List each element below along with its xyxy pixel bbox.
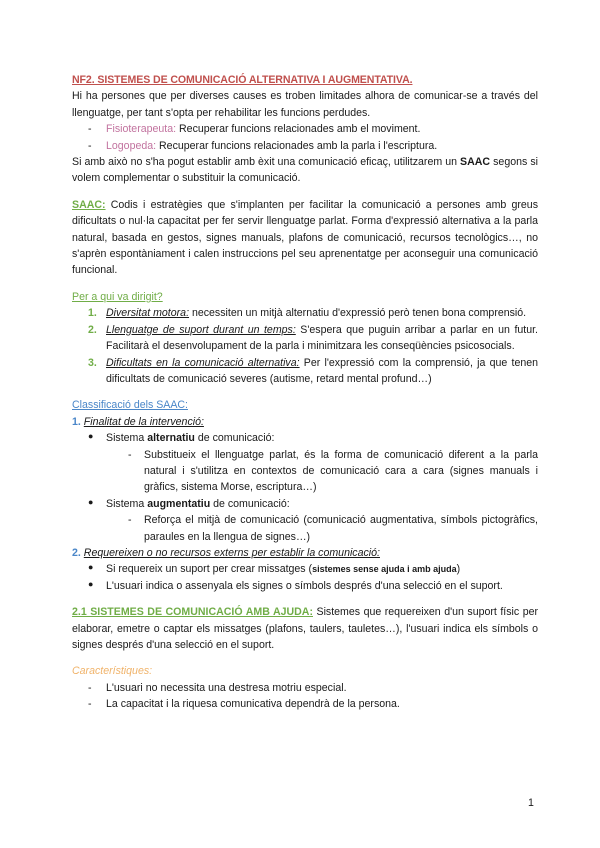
audience-list: [72, 305, 538, 387]
list-item: - L'usuari no necessita una destresa motriu especial.: [72, 680, 538, 696]
resources-list: [72, 561, 538, 594]
bullet-icon: ●: [88, 431, 94, 442]
section-2-1: 2.1 SISTEMES DE COMUNICACIÓ AMB AJUDA: Sistemes que requereixen d'un suport físic per elaborar, emetre o captar els missatges (plafons, taulers, tauletes…), l'usuari indica els símbols o signes després d'una selecció en el suport.: [72, 606, 539, 651]
list-item: 3. Dificultats en la comunicació alternativa: Per l'expressió com la comprensió, ja que tenen dificultats de comunicació severes (autisme, retard mental profund…): [88, 356, 539, 385]
saac-definition: SAAC: Codis i estratègies que s'implanten per facilitar la comunicació a persones amb greus dificultats o nul·la capacitat per fer servir llenguatge parlat. Forma d'expressió alternativa a la parla natural, basada en gestos, signes manuals, plafons de comunicació, recursos tecnològics…, no s'aprèn espontàniament i calen instruccions pel seu aprenentatge per aconseguir una comunicació funcional.: [72, 198, 538, 277]
list-item: - Fisioterapeuta: Recuperar funcions relacionades amb el moviment.: [72, 121, 538, 137]
classification-1-title: 1. Finalitat de la intervenció:: [72, 415, 204, 428]
classification-heading: Classificació dels SAAC:: [72, 399, 188, 412]
intro-paragraph: Hi ha persones que per diverses causes es troben limitades alhora de comunicar-se a través del llenguatge, per tant s'opta per rehabilitar les funcions perdudes.: [72, 90, 538, 119]
page-number: 1: [528, 797, 534, 809]
list-item: - Reforça el mitjà de comunicació (comunicació augmentativa, símbols pictogràfics, paraules en la llengua de signes…): [72, 512, 538, 545]
list-item: 1. Diversitat motora: necessiten un mitjà alternatiu d'expressió però tenen bona comprensió.: [88, 307, 527, 320]
list-item: ● Sistema alternatiu de comunicació: - Substitueix el llenguatge parlat, és la forma de comunicació diferent a la parla natural i s'utilitza en contextos de comunicació cara a cara (signes manuals i gràfics, sistema Morse, escriptura…): [72, 430, 538, 496]
page-title: NF2. SISTEMES DE COMUNICACIÓ ALTERNATIVA I AUGMENTATIVA.: [72, 74, 413, 86]
sub-list: [72, 512, 538, 545]
bullet-icon: ●: [88, 562, 94, 573]
rehab-list: [72, 121, 538, 154]
audience-heading: Per a qui va dirigit?: [72, 290, 163, 303]
bullet-icon: ●: [88, 496, 94, 507]
list-item: - Substitueix el llenguatge parlat, és la forma de comunicació diferent a la parla natural i s'utilitza en contextos de comunicació cara a cara (signes manuals i gràfics, sistema Morse, escriptura…): [72, 447, 538, 496]
list-item: - La capacitat i la riquesa comunicativa dependrà de la persona.: [72, 696, 538, 712]
list-item: ● Sistema augmentatiu de comunicació: - Reforça el mitjà de comunicació (comunicació augmentativa, símbols pictogràfics, paraules en la llengua de signes…): [72, 496, 538, 545]
bullet-icon: ●: [88, 578, 94, 589]
list-item: 2. Llenguatge de suport durant un temps: S'espera que puguin arribar a parlar en un futur. Facilitarà el desenvolupament de la parla i minimitzara les conseqüències psicosocials.: [88, 323, 538, 353]
system-list: [72, 430, 538, 545]
sub-list: [72, 447, 538, 496]
document-page: [72, 72, 538, 713]
list-item: - Logopeda: Recuperar funcions relacionades amb la parla i l'escriptura.: [72, 138, 538, 154]
classification-2-title: 2. Requereixen o no recursos externs per establir la comunicació:: [72, 546, 380, 559]
characteristics-list: [72, 680, 538, 713]
list-item: ● L'usuari indica o assenyala els signes o símbols després d'una selecció en el suport.: [88, 578, 503, 592]
characteristics-heading: Característiques:: [72, 665, 153, 678]
saac-intro-paragraph: Si amb això no s'ha pogut establir amb èxit una comunicació eficaç, utilitzarem un SAAC segons si volem complementar o substituir la comunicació.: [72, 156, 538, 185]
list-item: ● Si requereix un suport per crear missatges (sistemes sense ajuda i amb ajuda): [88, 562, 461, 576]
